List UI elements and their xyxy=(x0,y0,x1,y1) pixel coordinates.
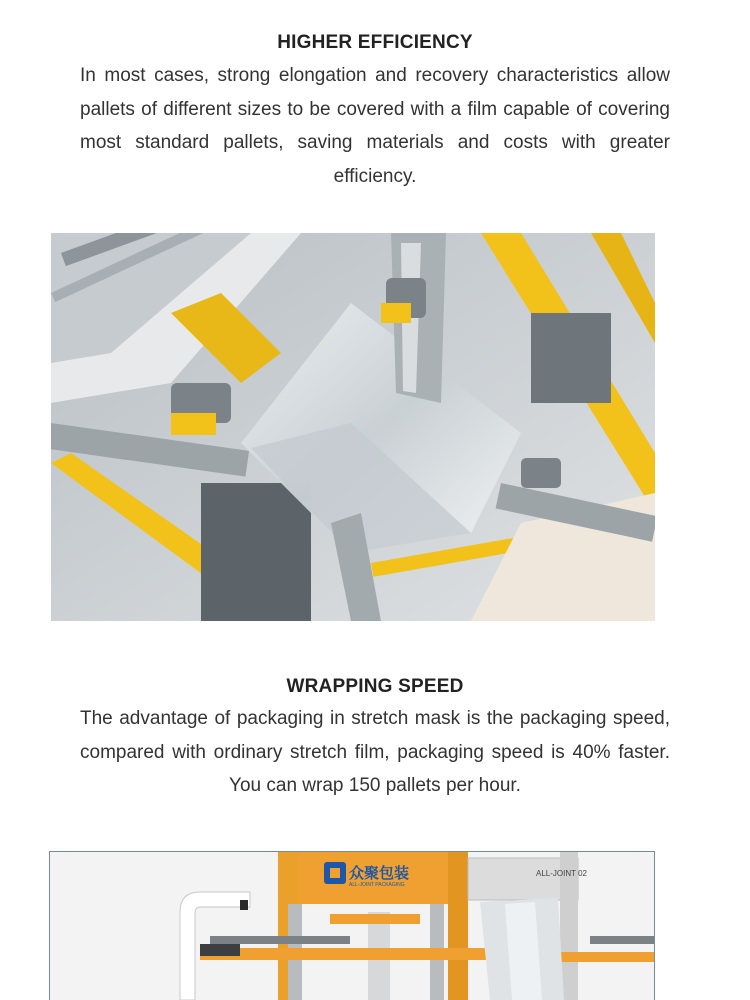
brand-name-en: ALL-JOINT PACKAGING xyxy=(349,882,405,888)
model-label: ALL-JOINT 02 xyxy=(536,869,587,878)
section-body: The advantage of packaging in stretch mask is the packaging speed, compared with ordinary stretch film, packaging speed is 40% faster. You can wrap 150 pallets per hour. xyxy=(80,708,670,796)
section-body: In most cases, strong elongation and recovery characteristics allow pallets of different sizes to be covered with a film capable of covering most standard pallets, saving materials and costs with greater efficiency. xyxy=(80,65,670,187)
section-heading: HIGHER EFFICIENCY xyxy=(277,32,473,53)
stretch-hood-machine-photo xyxy=(51,233,655,621)
section-heading: WRAPPING SPEED xyxy=(286,676,464,697)
brand-name-cn: 众聚包装 xyxy=(349,865,410,882)
machine-illustration xyxy=(50,852,654,1000)
section-higher-efficiency xyxy=(0,32,750,193)
section-wrapping-speed xyxy=(0,676,750,803)
machine-illustration xyxy=(51,233,655,621)
all-joint-machine-photo xyxy=(49,851,655,1000)
